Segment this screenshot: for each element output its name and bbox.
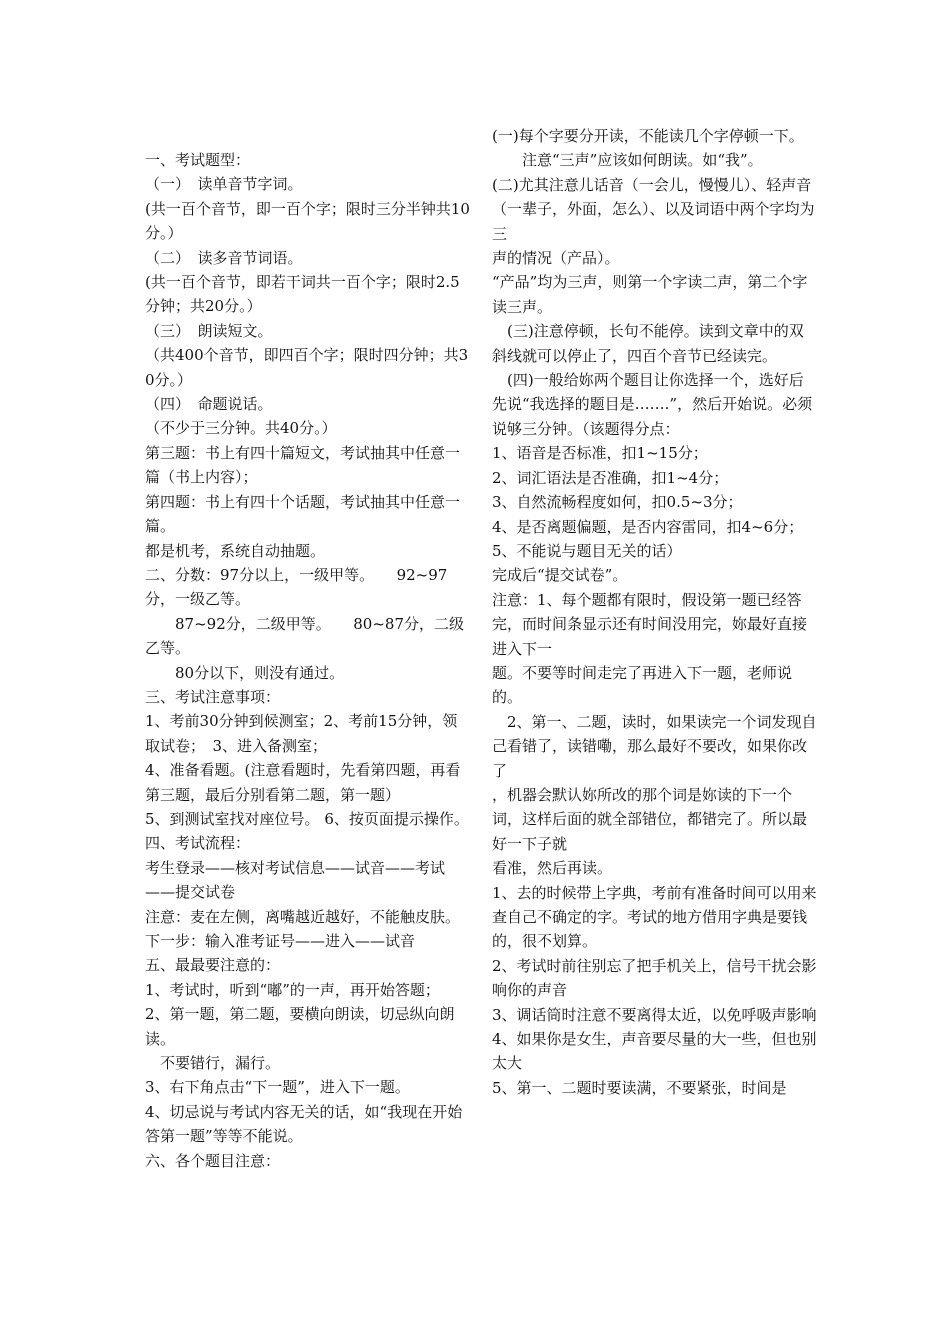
text-line: 1、考前30分钟到候测室；2、考前15分钟，领取试卷； 3、进入备测室； [145,712,458,755]
text-line: 下一步：输入准考证号——进入——试音 [145,932,416,950]
text-line: 1、语音是否标准，扣1~15分； [492,444,708,463]
text-line: 题。不要等时间走完了再进入下一题，老师说的。 [492,663,793,707]
text-line: 4、切忌说与考试内容无关的话，如“我现在开始答第一题”等等不能说。 [145,1102,463,1146]
text-line: （四） 命题说话。 [145,395,273,414]
text-line: (共一百个音节，即一百个字；限时三分半钟共10分。） [145,199,470,243]
text-line: （二） 读多音节词语。 [145,248,303,267]
text-line: 4、如果你是女生，声音要尽量的大一些，但也别太大 [492,1030,817,1073]
text-line: 注意：1、每个题都有限时，假设第一题已经答完，而时间条显示还有时间没用完，妳最好直接进入下一 [492,590,808,658]
text-line: 六、各个题目注意： [145,1151,281,1170]
text-line: 五、最最要注意的： [145,956,281,975]
text-line: 一、考试题型： [145,151,251,169]
text-line: 1、考试时，听到“嘟”的一声，再开始答题； [145,980,440,999]
text-line: (二)尤其注意儿话音（一会儿，慢慢儿）、轻声音（一辈子，外面，怎么）、以及词语中两个字均为三 [492,175,815,243]
text-line: 2、词汇语法是否准确，扣1~4分； [492,468,729,487]
text-line: (一)每个字要分开读，不能读几个字停顿一下。 [492,127,804,145]
text-line: 注意“三声”应该如何朗读。如“我”。 [492,151,763,170]
text-line: (共一百个音节，即若干词共一百个字；限时2.5分钟；共20分。） [145,273,460,316]
text-line: (三)注意停顿，长句不能停。读到文章中的双斜线就可以停止了，四百个音节已经读完。 [492,322,804,365]
text-line: 87~92分，二级甲等。 80~87分，二级乙等。 [145,614,464,658]
text-line: （不少于三分钟。共40分。） [145,419,337,438]
text-line: 5、不能说与题目无关的话） [492,541,682,560]
text-line: 3、右下角点击“下一题”，进入下一题。 [145,1078,410,1097]
text-line: 3、调话筒时注意不要离得太近，以免呼吸声影响 [492,1005,817,1024]
text-line: 5、到测试室找对座位号。 6、按页面提示操作。 [145,809,469,828]
text-line: “产品”均为三声，则第一个字读二声，第二个字读三声。 [492,273,808,316]
text-line: 考生登录——核对考试信息——试音——考试——提交试卷 [145,858,446,902]
left-column [145,148,471,1173]
text-line: 说够三分钟。（该题得分点： [492,419,680,438]
text-line: 都是机考，系统自动抽题。 [145,541,326,560]
text-line: ，机器会默认妳所改的那个词是妳读的下一个词，这样后面的就全部错位，都错完了。所以最好一下子就 [492,785,808,853]
text-line: 2、考试时前往别忘了把手机关上，信号干扰会影响你的声音 [492,956,817,1000]
text-line: (四)一般给妳两个题目让你选择一个，选好后先说“我选择的题目是…….”，然后开始说。必须 [492,371,813,414]
text-line: （三） 朗读短文。 [145,321,273,340]
text-line: 1、去的时候带上字典，考前有准备时间可以用来查自己不确定的字。考试的地方借用字典是要钱的，很不划算。 [492,883,817,951]
text-line: 第四题：书上有四十个话题，考试抽其中任意一篇。 [145,492,461,536]
text-line: 二、分数：97分以上，一级甲等。 92~97分，一级乙等。 [145,565,448,609]
text-line: （共400个音节，即四百个字；限时四分钟；共30分。） [145,346,469,389]
text-line: 5、第一、二题时要读满，不要紧张，时间是 [492,1078,787,1097]
text-line: 4、准备看题。(注意看题时，先看第四题，再看第三题，最后分别看第二题，第一题） [145,761,461,804]
text-line: 80分以下，则没有通过。 [145,663,345,682]
text-line: 注意：麦在左侧，离嘴越近越好，不能触皮肤。 [145,907,461,926]
right-column [492,124,817,1100]
text-line: 三、考试注意事项： [145,687,281,706]
text-line: 四、考试流程： [145,834,251,853]
text-line: 声的情况（产品）。 [492,249,620,268]
text-line: 看准，然后再读。 [492,859,613,878]
text-line: 3、自然流畅程度如何，扣0.5~3分； [492,493,743,512]
text-line: （一） 读单音节字词。 [145,175,303,194]
text-line: 第三题：书上有四十篇短文，考试抽其中任意一篇（书上内容）； [145,443,461,487]
text-line: 4、是否离题偏题，是否内容雷同，扣4~6分； [492,517,804,536]
text-line: 不要错行，漏行。 [145,1054,281,1073]
text-line: 完成后“提交试卷”。 [492,566,628,585]
text-line: 2、第一题，第二题，要横向朗读，切忌纵向朗读。 [145,1005,455,1048]
text-line: 2、第一、二题，读时，如果读完一个词发现自己看错了，读错嘞，那么最好不要改，如果你改了 [492,712,817,780]
